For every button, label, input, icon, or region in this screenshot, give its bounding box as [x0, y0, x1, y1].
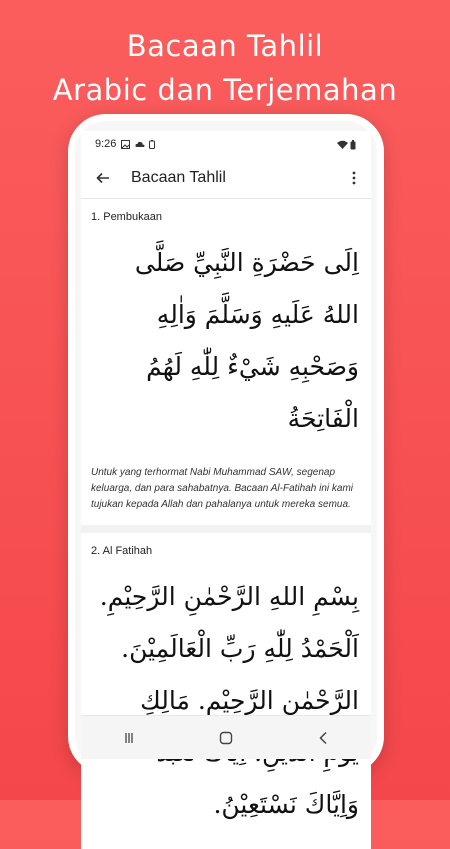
section-card-al-fatihah	[81, 533, 371, 849]
recent-apps-icon	[123, 732, 135, 744]
phone-frame	[68, 114, 384, 819]
recent-apps-button[interactable]	[114, 723, 144, 753]
status-bar	[81, 131, 371, 157]
translation-text: Untuk yang terhormat Nabi Muhammad SAW, segenap keluarga, dan para sahabatnya. Bacaan Al-Fatihah ini kami tujukan kepada Allah dan pahalanya untuk mereka semua.	[91, 467, 354, 510]
section-card-pembukaan	[81, 199, 371, 525]
app-bar	[81, 157, 371, 199]
back-nav-icon	[318, 731, 328, 745]
home-icon	[219, 731, 233, 745]
battery-saver-icon	[149, 140, 158, 149]
status-right	[337, 140, 359, 149]
arrow-back-icon	[96, 171, 110, 185]
home-button[interactable]	[211, 723, 241, 753]
wifi-icon	[337, 140, 346, 149]
photo-icon	[121, 140, 130, 149]
status-left	[95, 138, 158, 150]
navigation-bar	[81, 715, 371, 759]
promo-title-line2: Arabic dan Terjemahan	[52, 73, 398, 107]
promo-title-line1: Bacaan Tahlil	[126, 29, 324, 63]
back-button[interactable]	[93, 168, 113, 188]
promo-title	[0, 24, 450, 112]
arabic-text: بِسْمِ اللهِ الرَّحْمٰنِ الرَّحِيْمِ. اَلْحَمْدُ لِلّٰهِ رَبِّ الْعَالَمِيْنَ. الرَّحْمٰنِ الرَّحِيْمِ. مَالِكِ وَاِيَّاكَ نَسْتَعِيْنُ.	[99, 582, 359, 819]
cloud-icon	[135, 140, 144, 149]
phone-screen	[81, 131, 371, 819]
section-title: 1. Pembukaan	[91, 211, 162, 223]
more-vert-icon	[352, 171, 356, 185]
app-title: Bacaan Tahlil	[131, 168, 226, 186]
section-title: 2. Al Fatihah	[91, 545, 153, 557]
back-nav-button[interactable]	[308, 723, 338, 753]
battery-icon	[350, 140, 359, 149]
content-scroll[interactable]	[81, 199, 371, 819]
arabic-text: اِلَى حَضْرَةِ النَّبِيِّ صَلَّى اللهُ عَلَيهِ وَسَلَّمَ وَاٰلِهِ وَصَحْبِهِ شَيْءٌ لِلّٰهِ لَهُمُ الْفَاتِحَةُ	[134, 248, 359, 433]
overflow-menu-button[interactable]	[347, 168, 361, 188]
status-time: 9:26	[95, 138, 117, 150]
